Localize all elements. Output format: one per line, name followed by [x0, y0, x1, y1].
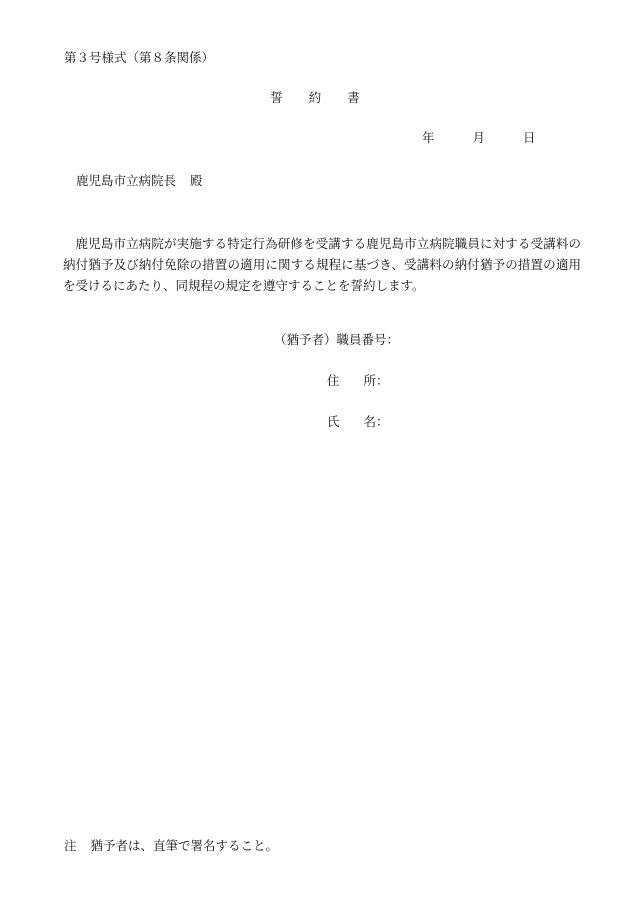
title-char-1: 誓 — [270, 90, 283, 105]
date-month-label: 月 — [472, 130, 486, 145]
form-number: 第３号様式（第８条関係） — [64, 50, 215, 65]
pledge-body: 鹿児島市立病院が実施する特定行為研修を受講する鹿児島市立病院職員に対する受講料の納付猶予及び納付免除の措置の適用に関する規程に基づき、受講料の納付猶予の措置の適用を受けるにあたり、同規程の規定を遵守することを誓約します。 — [63, 236, 581, 293]
addressee — [76, 175, 203, 188]
address-label — [327, 375, 389, 388]
footnote-text: 猶予者は、直筆で署名すること。 — [90, 838, 279, 853]
date-day-label: 日 — [523, 130, 536, 145]
date-row — [422, 132, 536, 145]
name-label — [327, 416, 389, 429]
document-title — [0, 92, 630, 105]
addressee-name: 鹿児島市立病院長 — [76, 173, 177, 188]
name-label-second: 名： — [363, 414, 389, 429]
address-label-second: 所： — [363, 373, 389, 388]
title-char-2: 約 — [308, 90, 322, 105]
addressee-honorific: 殿 — [190, 173, 203, 188]
footnote-marker: 注 — [64, 838, 77, 853]
title-char-3: 書 — [347, 90, 360, 105]
date-year-label: 年 — [422, 130, 435, 145]
deferral-person-prefix: （猶予者） — [274, 332, 337, 347]
employee-number-row — [274, 334, 399, 347]
name-label-first: 氏 — [327, 414, 340, 429]
address-label-first: 住 — [327, 373, 340, 388]
employee-number-label: 職員番号： — [336, 332, 400, 347]
name-row — [327, 416, 389, 429]
address-row — [327, 375, 389, 388]
footnote — [64, 840, 278, 853]
